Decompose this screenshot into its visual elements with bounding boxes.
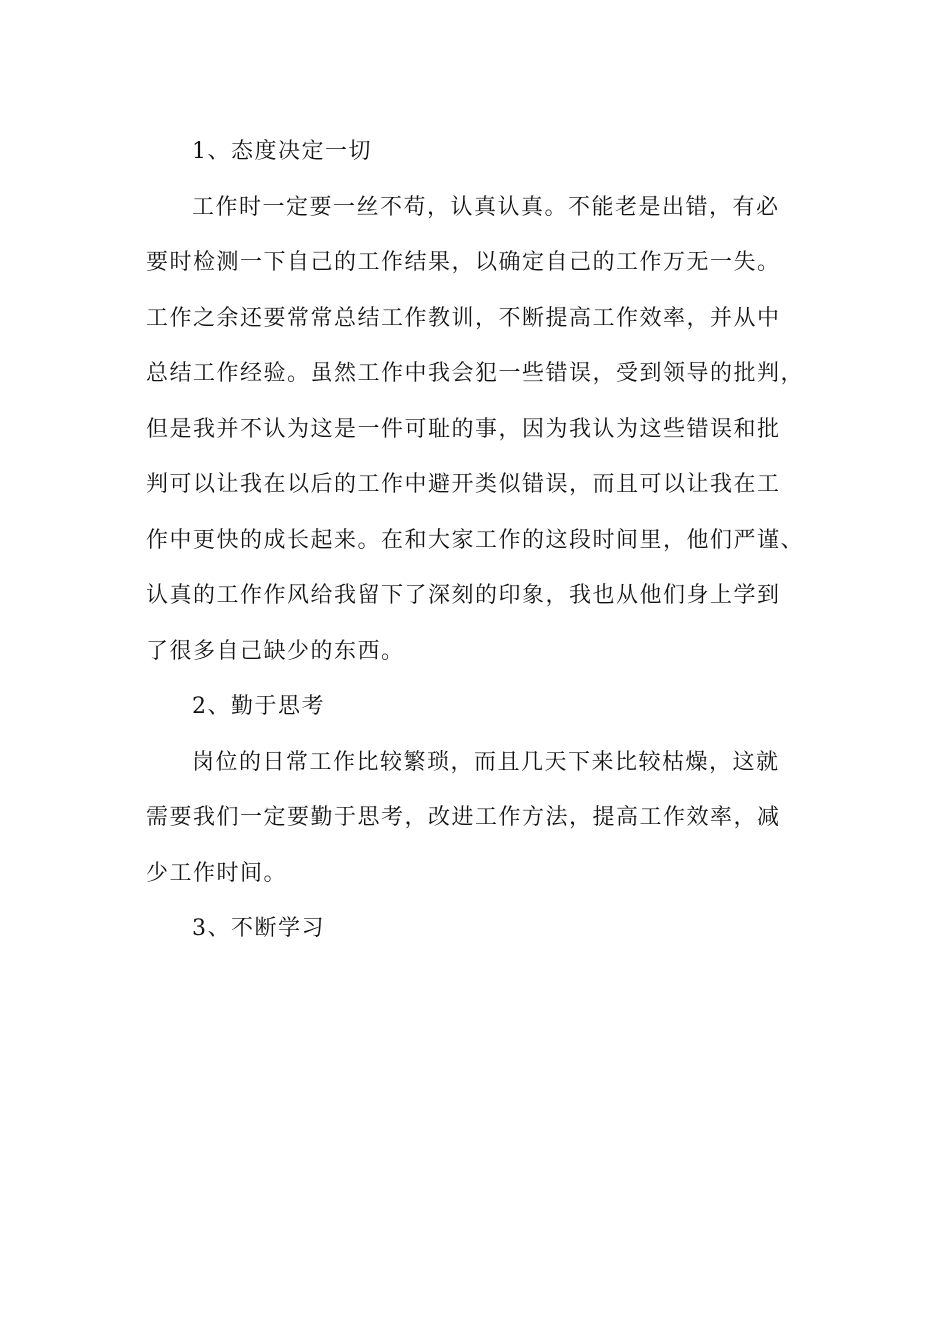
paragraph-line: 总结工作经验。虽然工作中我会犯一些错误，受到领导的批判， <box>146 361 805 386</box>
paragraph-line: 需要我们一定要勤于思考，改进工作方法，提高工作效率，减 <box>146 805 781 830</box>
heading-thinking: 2、勤于思考 <box>192 694 325 719</box>
paragraph-line: 判可以让我在以后的工作中避开类似错误，而且可以让我在工 <box>146 472 781 497</box>
heading-attitude: 1、态度决定一切 <box>192 139 372 164</box>
paragraph-line: 但是我并不认为这是一件可耻的事，因为我认为这些错误和批 <box>146 416 781 442</box>
paragraph-line: 少工作时间。 <box>146 860 288 886</box>
heading-learning: 3、不断学习 <box>192 916 325 941</box>
paragraph-line: 工作之余还要常常总结工作教训，不断提高工作效率，并从中 <box>146 305 781 331</box>
paragraph-line: 认真的工作作风给我留下了深刻的印象，我也从他们身上学到 <box>146 583 781 608</box>
paragraph-line: 要时检测一下自己的工作结果，以确定自己的工作万无一失。 <box>146 250 781 275</box>
document-body <box>146 124 810 957</box>
paragraph-line: 作中更快的成长起来。在和大家工作的这段时间里，他们严谨、 <box>146 527 805 553</box>
paragraph-line: 了很多自己缺少的东西。 <box>146 638 405 664</box>
paragraph-line: 工作时一定要一丝不苟，认真认真。不能老是出错，有必 <box>192 194 780 220</box>
paragraph-line: 岗位的日常工作比较繁琐，而且几天下来比较枯燥，这就 <box>192 749 780 775</box>
